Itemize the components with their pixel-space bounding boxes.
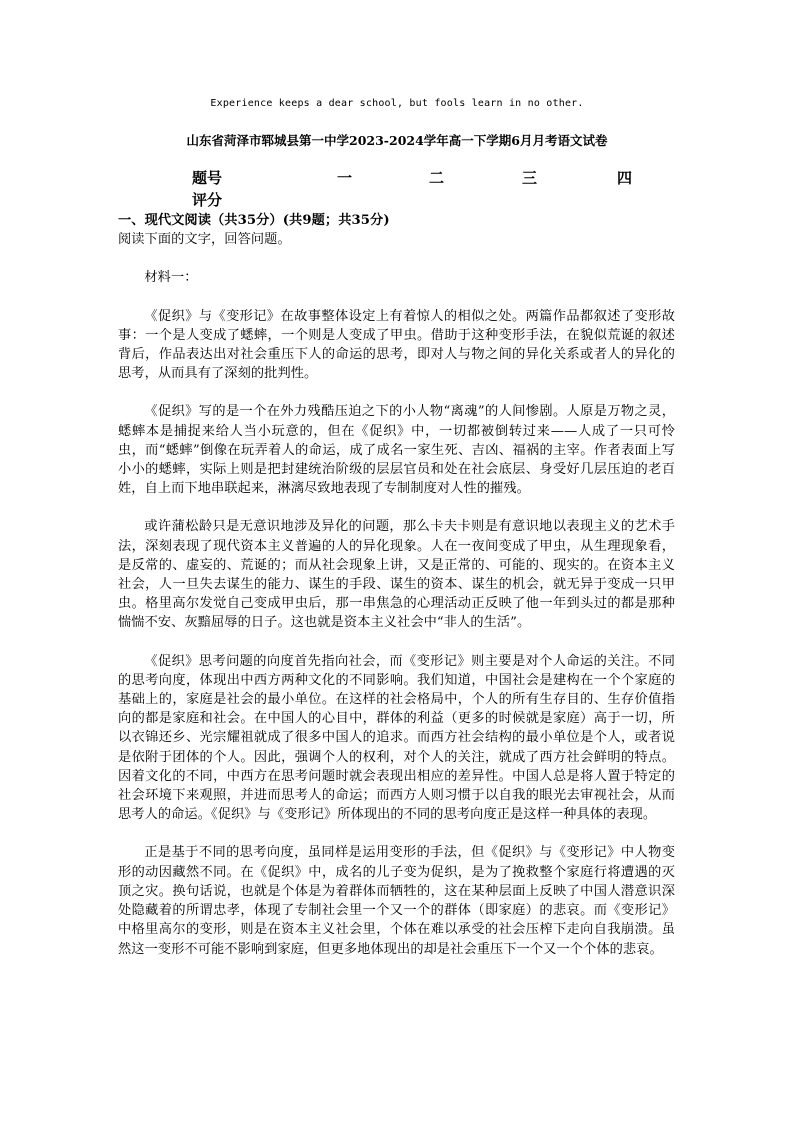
score-table-col-3: 三 [522, 169, 538, 187]
exam-title: 山东省菏泽市郓城县第一中学2023-2024学年高一下学期6月月考语文试卷 [186, 133, 608, 148]
score-table [192, 167, 642, 211]
material-label: 材料一： [144, 270, 198, 286]
score-table-col-2: 二 [429, 169, 445, 187]
paragraph-2: 《促织》写的是一个在外力残酷压迫之下的小人物“离魂”的人间惨剧。人原是万物之灵，蟋蟀本是捕捉来给人当小玩意的，但在《促织》中，一切都被倒转过来——人成了一只可怜虫，而“蟋蟀”倒像在玩弄着人的命运，成了成名一家生死、吉凶、福祸的主宰。作者表面上写小小的蟋蟀，实际上则是把封建统治阶级的层层官员和处在社会底层、身受好几层压迫的老百姓，自上而下地串联起来，淋漓尽致地表现了专制制度对人性的摧残。 [118, 404, 675, 497]
page-motto: Experience keeps a dear school, but fools learn in no other. [210, 98, 584, 109]
score-table-score-row [192, 189, 642, 211]
paragraph-5: 正是基于不同的思考向度，虽同样是运用变形的手法，但《促织》与《变形记》中人物变形的动因藏然不同。在《促织》中，成名的儿子变为促织，是为了挽救整个家庭行将遭遇的灭顶之灾。换句话说，也就是个体是为着群体而牺牲的，这在某种层面上反映了中国人潜意识深处隐藏着的所谓忠孝，体现了专制社会里一个又一个的群体（即家庭）的悲哀。而《变形记》中格里高尔的变形，则是在资本主义社会里，个体在难以承受的社会压榨下走向自我崩溃。虽然这一变形不可能不影响到家庭，但更多地体现出的却是社会重压下一个又一个个体的悲哀。 [118, 845, 675, 957]
reading-section [118, 211, 675, 959]
section-instruction: 阅读下面的文字，回答问题。 [118, 232, 291, 248]
paragraph-4: 《促织》思考问题的向度首先指向社会，而《变形记》则主要是对个人命运的关注。不同的思考向度，体现出中西方两种文化的不同影响。我们知道，中国社会是建构在一个个家庭的基础上的，家庭是社会的最小单位。在这样的社会格局中，个人的所有生存目的、生存价值指向的都是家庭和社会。在中国人的心目中，群体的利益（更多的时候就是家庭）高于一切，所以衣锦还乡、光宗耀祖就成了很多中国人的追求。而西方社会结构的最小单位是个人，或者说是依附于团体的个人。因此，强调个人的权利，对个人的关注，就成了西方社会鲜明的特点。因着文化的不同，中西方在思考问题时就会表现出相应的差异性。中国人总是将人置于特定的社会环境下来观照，并进而思考人的命运；而西方人则习惯于以自我的眼光去审视社会，从而思考人的命运。《促织》与《变形记》所体现出的不同的思考向度正是这样一种具体的表现。 [118, 653, 675, 823]
score-table-header-row [192, 167, 642, 189]
section-heading: 一、现代文阅读（共35分）(共9题；共35分) [118, 213, 390, 228]
paragraph-1: 《促织》与《变形记》在故事整体设定上有着惊人的相似之处。两篇作品都叙述了变形故事：一个是人变成了蟋蟀，一个则是人变成了甲虫。借助于这种变形手法，在貌似荒诞的叙述背后，作品表达出对社会重压下人的命运的思考，即对人与物之间的异化关系或者人的异化的思考，从而具有了深刻的批判性。 [118, 308, 675, 382]
score-table-label-question-number: 题号 [192, 169, 223, 187]
score-table-col-4: 四 [617, 169, 633, 187]
score-table-label-score: 评分 [192, 191, 223, 209]
score-table-col-1: 一 [337, 169, 353, 187]
paragraph-3: 或许蒲松龄只是无意识地涉及异化的问题，那么卡夫卡则是有意识地以表现主义的艺术手法，深刻表现了现代资本主义普遍的人的异化现象。人在一夜间变成了甲虫，从生理现象看，是反常的、虚妄的、荒诞的；而从社会现象上讲，又是正常的、可能的、现实的。在资本主义社会，人一旦失去谋生的能力、谋生的手段、谋生的资本、谋生的机会，就无异于变成一只甲虫。格里高尔发觉自己变成甲虫后，那一串焦急的心理活动正反映了他一年到头过的都是那种惴惴不安、灰黯屈辱的日子。这也就是资本主义社会中“非人的生活”。 [118, 519, 675, 631]
